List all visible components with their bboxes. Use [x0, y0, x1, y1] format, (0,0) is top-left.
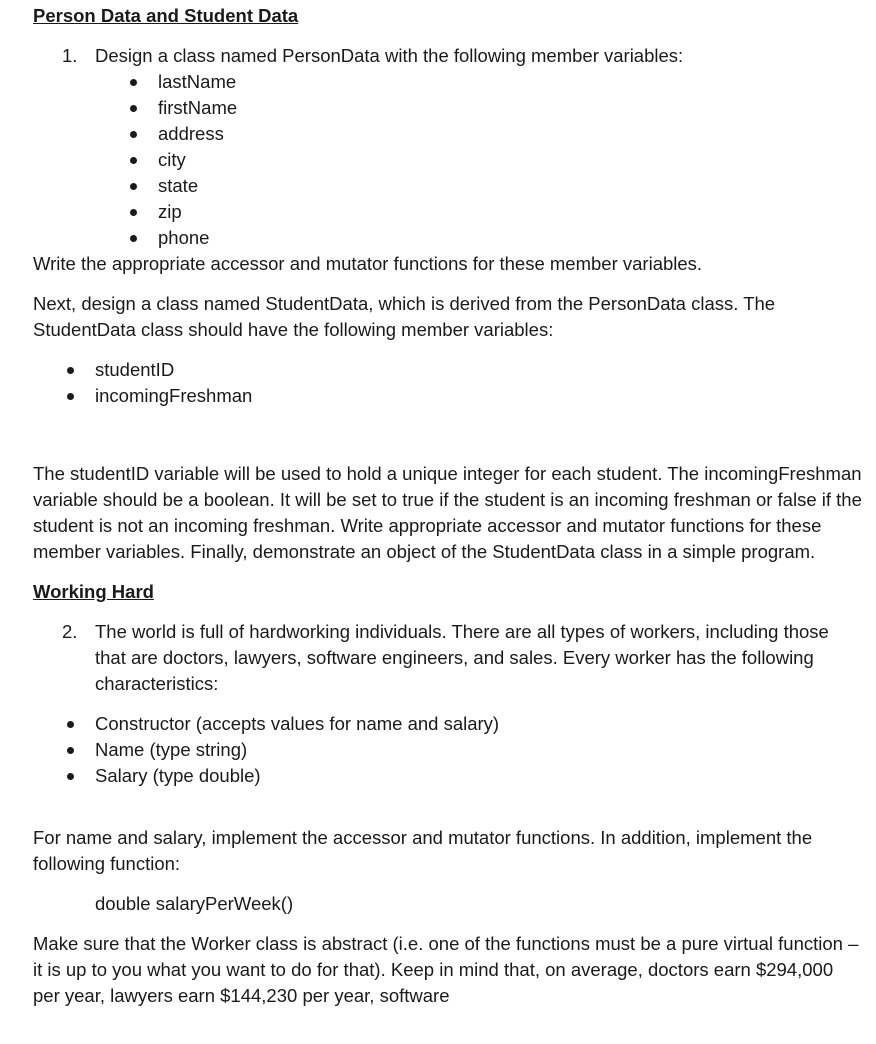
person-data-variables-list	[33, 69, 863, 251]
variable-item: city	[158, 147, 863, 173]
variable-item: lastName	[158, 69, 863, 95]
characteristic-item: Constructor (accepts values for name and salary)	[95, 711, 863, 737]
variable-item: firstName	[158, 95, 863, 121]
document	[33, 3, 863, 1009]
characteristic-item: Name (type string)	[95, 737, 863, 763]
characteristic-item: Salary (type double)	[95, 763, 863, 789]
variable-item: incomingFreshman	[95, 383, 863, 409]
item-text: Design a class named PersonData with the following member variables:	[95, 45, 684, 66]
item-number: 2.	[62, 621, 78, 642]
variable-item: state	[158, 173, 863, 199]
paragraph-implementation: For name and salary, implement the accessor and mutator functions. In addition, implement the following function:	[33, 827, 813, 874]
list-item-2	[33, 619, 863, 697]
variable-item: studentID	[95, 357, 863, 383]
paragraph-student-description: The studentID variable will be used to hold a unique integer for each student. The incomingFreshman variable should be a boolean. It will be set to true if the student is an incoming freshman or false if the student is not an incoming freshman. Write appropriate accessor and mutator functions for these member variables. Finally, demonstrate an object of the StudentData class in a simple program.	[33, 463, 862, 562]
item-text: The world is full of hardworking individuals. There are all types of workers, including those that are doctors, lawyers, software engineers, and sales. Every worker has the following characteristics:	[95, 621, 829, 694]
variable-item: address	[158, 121, 863, 147]
variable-item: zip	[158, 199, 863, 225]
item-number: 1.	[62, 45, 78, 66]
paragraph-accessor-note: Write the appropriate accessor and mutator functions for these member variables.	[33, 253, 703, 274]
variable-item: phone	[158, 225, 863, 251]
paragraph-abstract-class: Make sure that the Worker class is abstract (i.e. one of the functions must be a pure virtual function – it is up to you what you want to do for that). Keep in mind that, on average, doctors earn $294,000 per year, lawyers earn $144,230 per year, software	[33, 933, 859, 1006]
list-item-1	[33, 43, 863, 69]
section-heading-working-hard: Working Hard	[33, 581, 154, 602]
paragraph-student-data: Next, design a class named StudentData, which is derived from the PersonData class. The StudentData class should have the following member variables:	[33, 293, 776, 340]
section-heading-person-data: Person Data and Student Data	[33, 5, 299, 26]
student-data-variables-list	[33, 357, 863, 409]
worker-characteristics-list	[33, 711, 863, 789]
code-function-signature: double salaryPerWeek()	[95, 893, 294, 914]
